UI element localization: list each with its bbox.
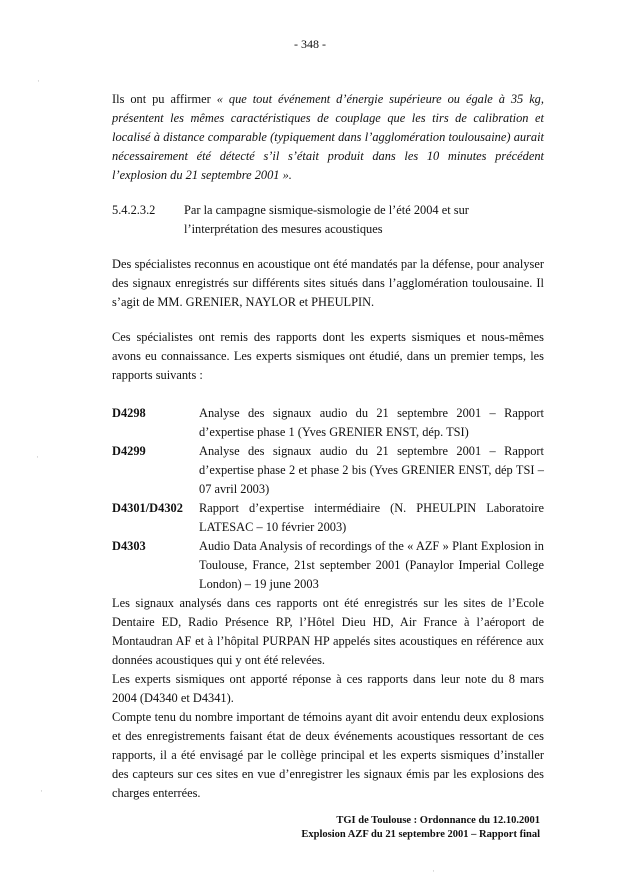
- document-id: D4301/D4302: [112, 501, 183, 515]
- scan-speck: ·: [37, 76, 40, 86]
- document-description: Analyse des signaux audio du 21 septembre 2001 – Rapport d’expertise phase 2 et phase 2 bis (Yves GRENIER ENST, dép TSI – 07 avril 2003): [199, 444, 544, 496]
- paragraph-reports: Ces spécialistes ont remis des rapports dont les experts sismiques et nous-mêmes avons eu connaissance. Les experts sismiques ont étudié, dans un premier temps, les rapports suivants :: [112, 330, 544, 382]
- section-heading: [112, 201, 544, 239]
- paragraph-sites: Les signaux analysés dans ces rapports ont été enregistrés sur les sites de l’Ecole Dentaire ED, Radio Présence RP, l’Hôtel Dieu HD, Air France à l’aéroport de Montaudran AF et à l’hôpital PURPAN HP appelés sites acoustiques en référence aux données acoustiques qui y ont été relevées.: [112, 596, 544, 667]
- scan-speck: ·: [432, 866, 435, 876]
- document-list: [112, 404, 544, 594]
- quote-paragraph: [112, 90, 544, 185]
- quote-intro: Ils ont pu affirmer: [112, 92, 211, 106]
- document-row: [112, 442, 544, 499]
- document-footer: [301, 814, 540, 842]
- scan-speck: ·: [36, 452, 39, 462]
- paragraph-specialists: Des spécialistes reconnus en acoustique ont été mandatés par la défense, pour analyser des signaux enregistrés sur différents sites situés dans l’agglomération toulousaine. Il s’agit de MM. GRENIER, NAYLOR et PHEULPIN.: [112, 257, 544, 309]
- document-id: D4303: [112, 539, 146, 553]
- document-description: Rapport d’expertise intermédiaire (N. PHEULPIN Laboratoire LATESAC – 10 février 2003): [199, 501, 544, 534]
- section-title: Par la campagne sismique-sismologie de l’été 2004 et sur l’interprétation des mesures acoustiques: [184, 203, 469, 236]
- document-description: Analyse des signaux audio du 21 septembre 2001 – Rapport d’expertise phase 1 (Yves GRENIER ENST, dép. TSI): [199, 406, 544, 439]
- scan-speck: ·: [40, 786, 43, 796]
- page-number: - 348 -: [294, 37, 326, 51]
- document-id: D4298: [112, 406, 146, 420]
- paragraph-sensors: Compte tenu du nombre important de témoins ayant dit avoir entendu deux explosions et des enregistrements faisant état de deux événements acoustiques ressortant de ces rapports, il a été envisagé par le collège principal et les experts sismiques d’installer des capteurs sur ces sites en vue d’enregistrer les signaux émis par les explosions des charges enterrées.: [112, 710, 544, 800]
- document-description: Audio Data Analysis of recordings of the « AZF » Plant Explosion in Toulouse, France, 21st september 2001 (Panaylor Imperial College London) – 19 june 2003: [199, 539, 544, 591]
- paragraph-response: Les experts sismiques ont apporté réponse à ces rapports dans leur note du 8 mars 2004 (D4340 et D4341).: [112, 672, 544, 705]
- document-row: [112, 404, 544, 442]
- footer-line-court: TGI de Toulouse : Ordonnance du 12.10.2001: [336, 815, 540, 826]
- document-id: D4299: [112, 444, 146, 458]
- footer-line-report: Explosion AZF du 21 septembre 2001 – Rapport final: [301, 829, 540, 840]
- document-row: [112, 499, 544, 537]
- quote-text: « que tout événement d’énergie supérieure ou égale à 35 kg, présentent les mêmes caractéristiques de couplage que les tirs de calibration et localisé à distance comparable (typiquement dans l’agglomération toulousaine) aurait nécessairement été détecté s’il s’était produit dans les 10 minutes précédent l’explosion du 21 septembre 2001 ».: [112, 92, 544, 182]
- section-number: 5.4.2.3.2: [112, 203, 156, 217]
- document-row: [112, 537, 544, 594]
